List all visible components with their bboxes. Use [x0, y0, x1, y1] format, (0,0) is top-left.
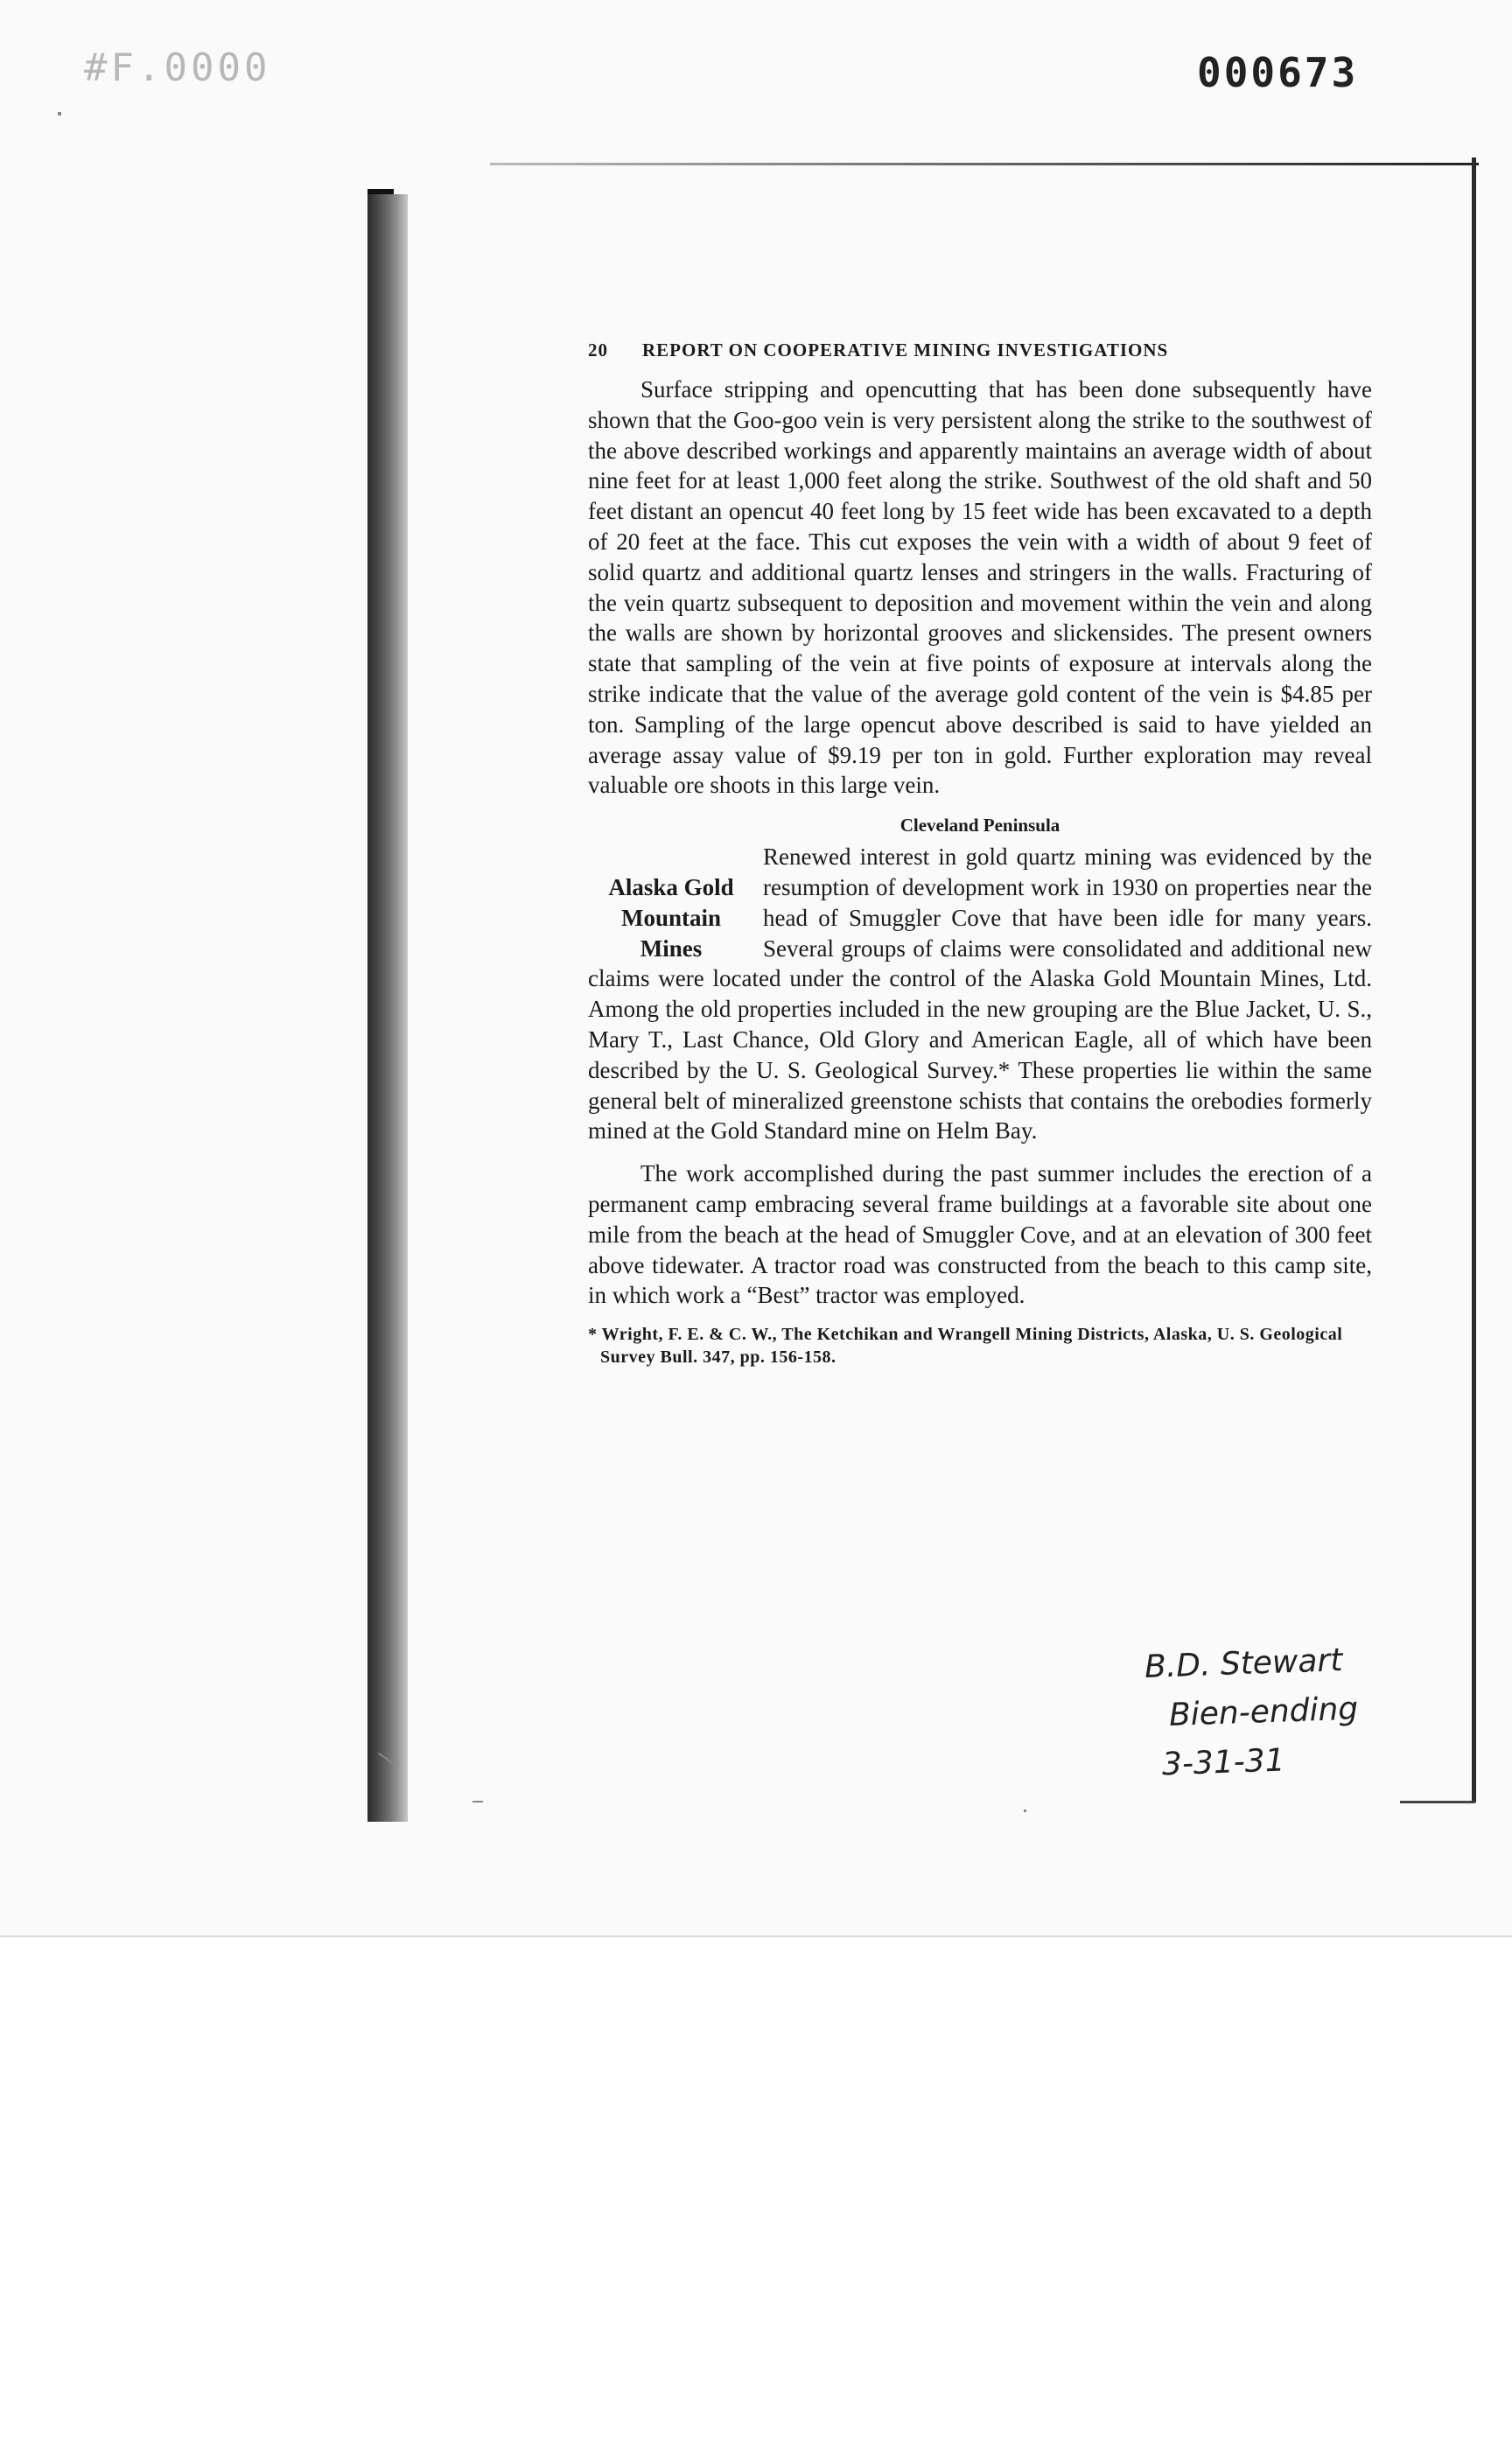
side-heading	[588, 842, 754, 963]
running-header	[588, 340, 1372, 374]
paragraph-goo-goo-vein: Surface stripping and opencutting that has been done subsequently have shown that the Goo-goo vein is very persistent along the strike to the southwest of the above described workings and apparently maintains an average width of about nine feet for at least 1,000 feet along the strike. Southwest of the old shaft and 50 feet distant an opencut 40 feet long by 15 feet wide has been excavated to a depth of 20 feet at the face. This cut exposes the vein with a width of about 9 feet of solid quartz and additional quartz lenses and stringers in the walls. Fracturing of the vein quartz subsequent to deposition and movement within the vein and along the walls are shown by horizontal grooves and slickensides. The present owners state that sampling of the vein at five points of exposure at intervals along the strike indicate that the value of the average gold content of the vein is $4.85 per ton. Sampling of the large opencut above described is said to have yielded an average assay value of $9.19 per ton in gold. Further exploration may reveal valuable ore shoots in this large vein.	[588, 376, 1372, 799]
archive-stamp-left: #F.0000	[84, 46, 271, 90]
binding-shadow	[368, 194, 408, 1822]
running-head-title: REPORT ON COOPERATIVE MINING INVESTIGATIONS	[642, 340, 1169, 360]
paragraph-camp-work: The work accomplished during the past summer includes the erection of a permanent camp embracing several frame buildings at a favorable site about one mile from the beach at the head of Smuggler Cove, and at an elevation of 300 feet above tidewater. A tractor road was constructed from the beach to this camp site, in which work a “Best” tractor was employed.	[588, 1160, 1372, 1309]
paragraph-alaska-gold-mountain: Renewed interest in gold quartz mining was evidenced by the resumption of development work in 1930 on properties near the head of Smuggler Cove that have been idle for many years. Several groups of claims were consolidated and additional new claims were located under the control of the Alaska Gold Mountain Mines, Ltd. Among the old properties included in the new grouping are the Blue Jacket, U. S., Mary T., Last Chance, Old Glory and American Eagle, all of which have been described by the U. S. Geological Survey.* These properties lie within the same general belt of mineralized greenstone schists that contains the orebodies formerly mined at the Gold Standard mine on Helm Bay.	[588, 844, 1372, 1144]
page-bottom-corner	[1400, 1801, 1475, 1803]
signature-note: Bien-ending	[1168, 1690, 1359, 1734]
page-right-edge	[1472, 158, 1476, 1802]
handwritten-signature	[1144, 1633, 1446, 1790]
page-number: 20	[588, 340, 608, 360]
paragraph-spacer	[588, 1146, 1372, 1158]
footnote: * Wright, F. E. & C. W., The Ketchikan and Wrangell Mining Districts, Alaska, U. S. Geological Survey Bull. 347, pp. 156-158.	[588, 1325, 1343, 1368]
archive-stamp-right: 000673	[1197, 49, 1359, 96]
section-heading: Cleveland Peninsula	[900, 815, 1060, 836]
signature-name: B.D. Stewart	[1144, 1642, 1344, 1685]
side-heading-line: Alaska Gold	[608, 873, 734, 900]
scan-speck	[58, 112, 61, 116]
side-heading-line: Mountain	[620, 904, 722, 931]
side-heading-block	[588, 842, 1372, 1146]
side-heading-line: Mines	[640, 934, 703, 962]
document-body	[588, 340, 1372, 1368]
scan-speck	[1024, 1810, 1026, 1812]
page-top-edge	[490, 163, 1479, 165]
signature-date: 3-31-31	[1161, 1742, 1286, 1783]
scan-mark	[472, 1801, 483, 1802]
